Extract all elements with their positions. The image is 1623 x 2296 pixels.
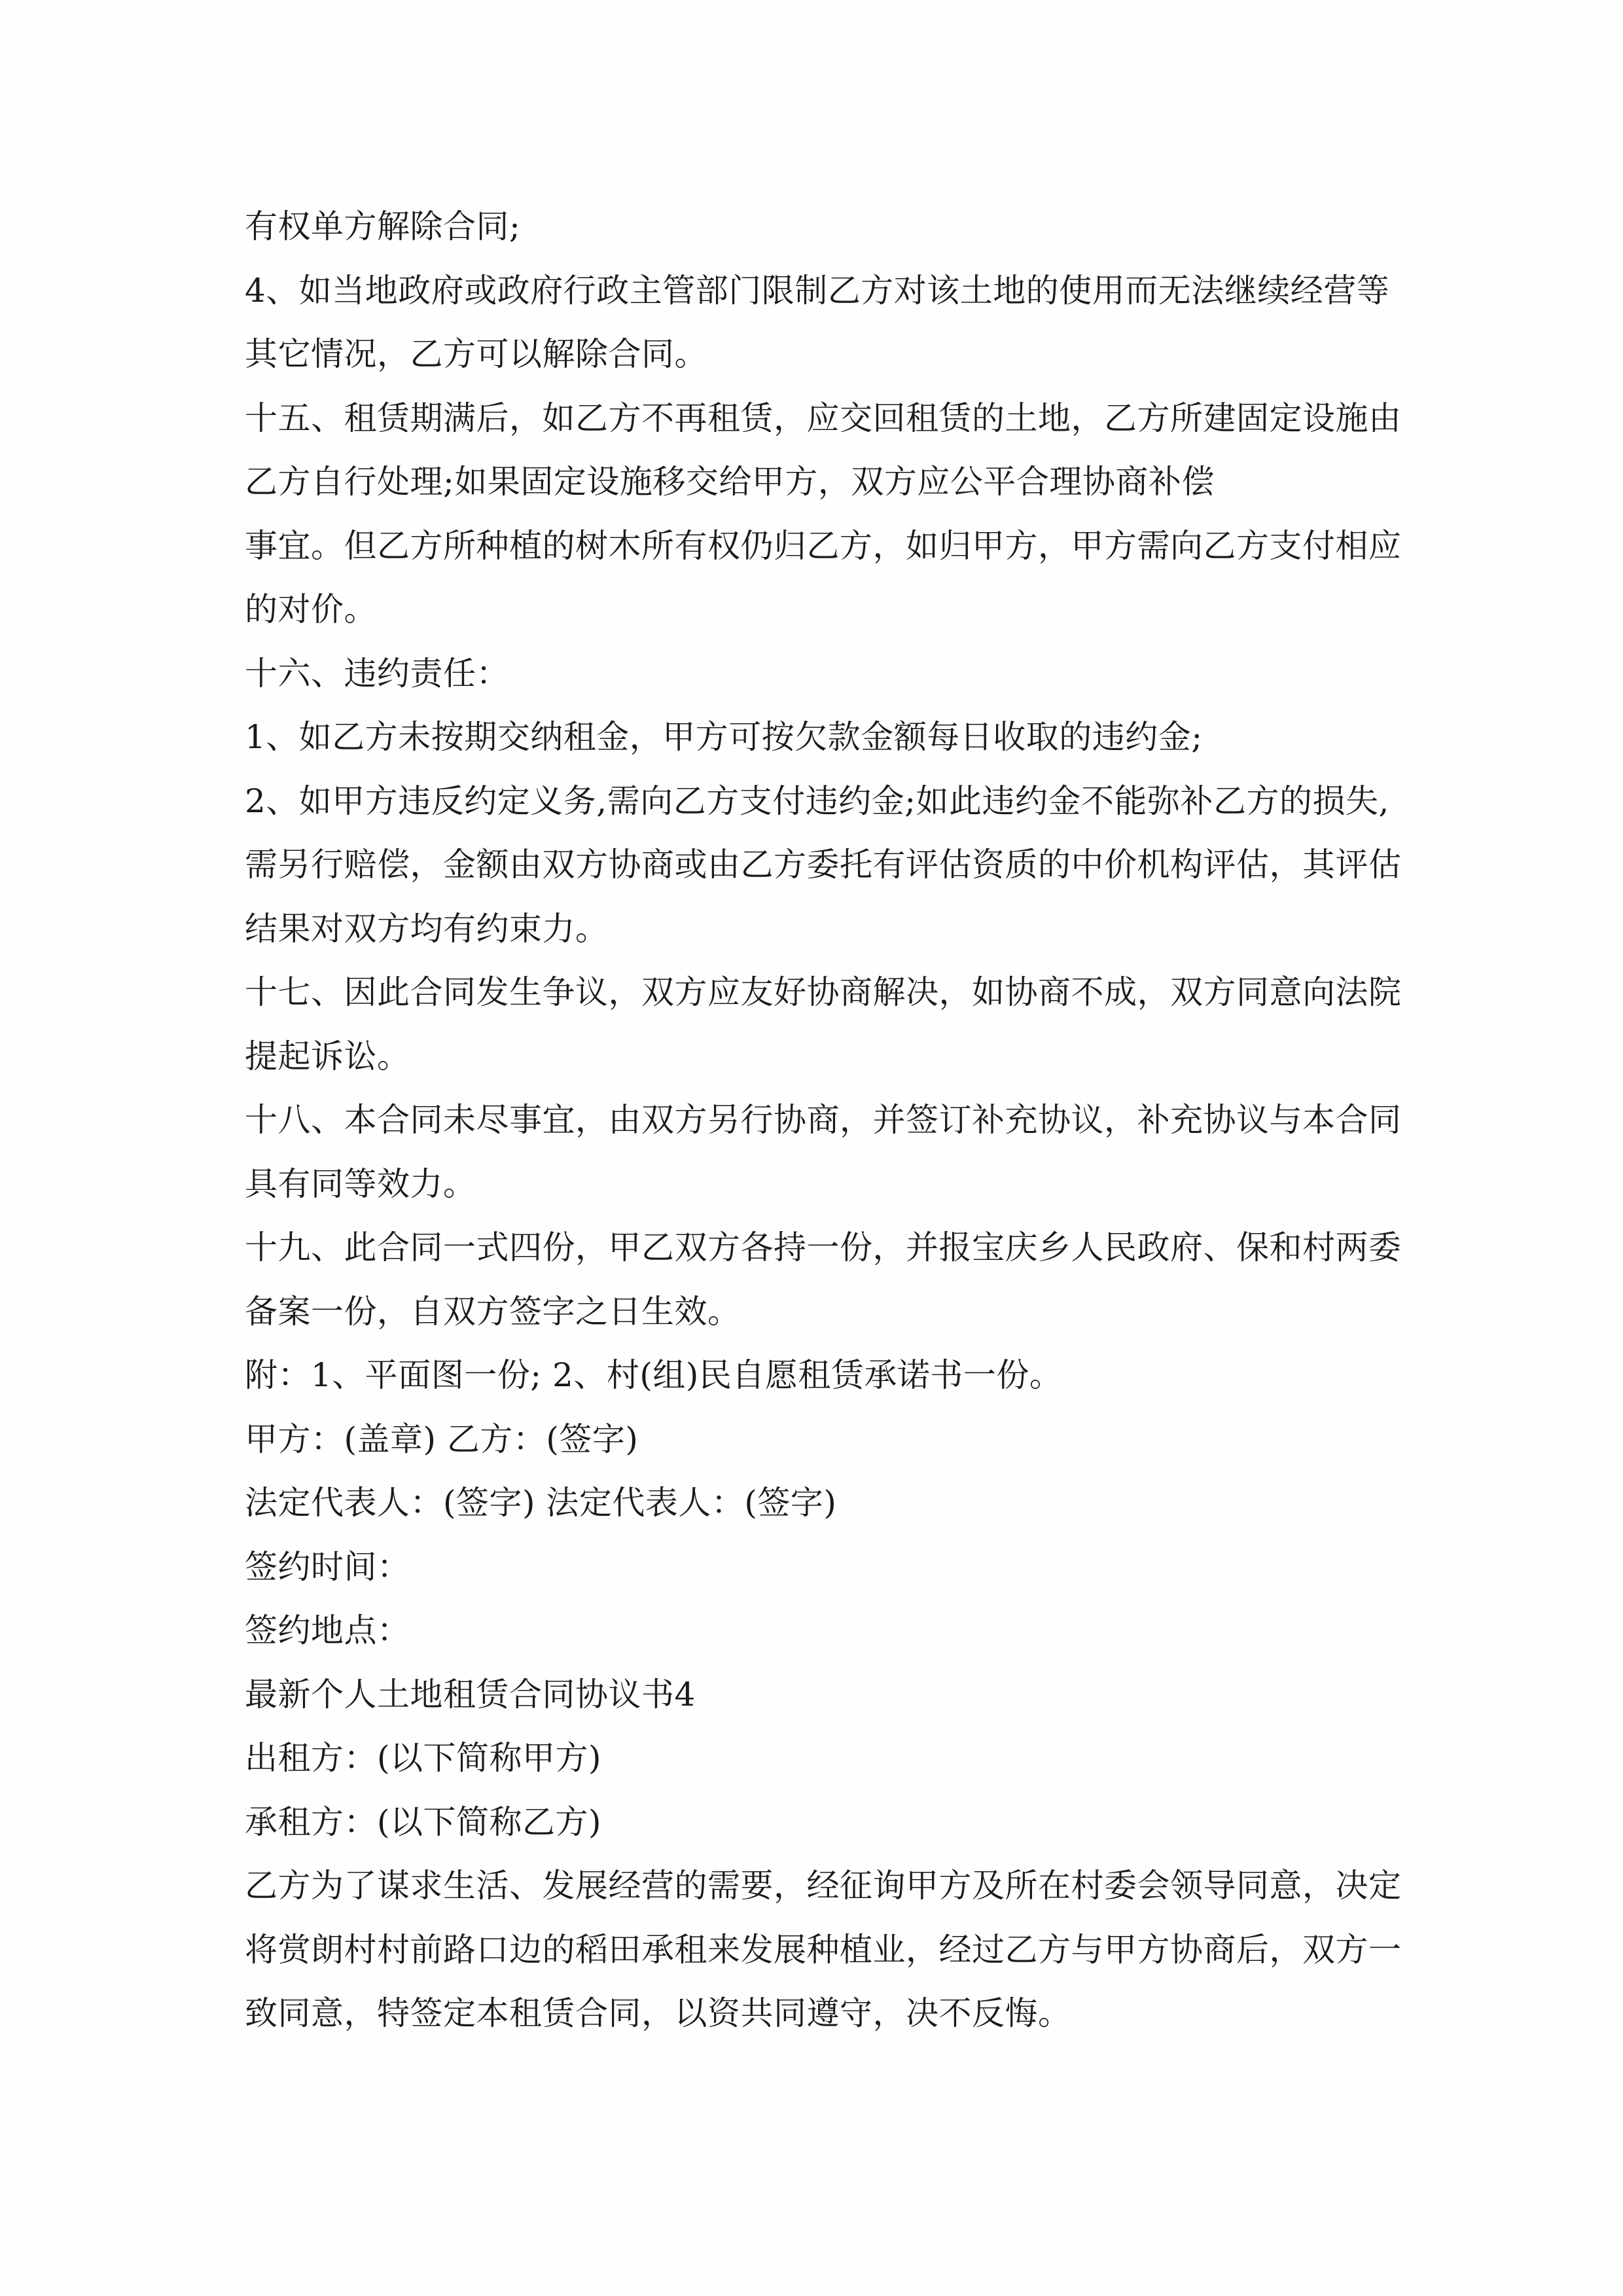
text-line: 提起诉讼。 [245, 1037, 410, 1075]
text-line: 需另行赔偿，金额由双方协商或由乙方委托有评估资质的中价机构评估，其评估 [245, 846, 1402, 884]
text-line: 乙方自行处理;如果固定设施移交给甲方，双方应公平合理协商补偿 [245, 463, 1215, 501]
text-line: 十八、本合同未尽事宜，由双方另行协商，并签订补充协议，补充协议与本合同 [245, 1101, 1402, 1139]
text-line: 结果对双方均有约束力。 [245, 909, 609, 948]
text-line: 备案一份，自双方签字之日生效。 [245, 1292, 741, 1331]
text-line: 十九、此合同一式四份，甲乙双方各持一份，并报宝庆乡人民政府、保和村两委 [245, 1229, 1402, 1266]
text-line: 出租方：(以下简称甲方) [245, 1739, 602, 1777]
text-line: 承租方：(以下简称乙方) [245, 1803, 602, 1841]
text-line: 甲方：(盖章) 乙方：(签字) [245, 1420, 639, 1458]
text-line: 4、如当地政府或政府行政主管部门限制乙方对该土地的使用而无法继续经营等 [245, 271, 1390, 310]
text-line: 十六、违约责任： [245, 654, 509, 692]
text-line: 签约地点： [245, 1611, 410, 1649]
text-line: 其它情况，乙方可以解除合同。 [245, 335, 707, 373]
section-heading: 最新个人土地租赁合同协议书4 [245, 1675, 696, 1713]
text-line: 十七、因此合同发生争议，双方应友好协商解决，如协商不成，双方同意向法院 [245, 973, 1402, 1011]
contract-body [245, 195, 1402, 2046]
text-line: 法定代表人：(签字) 法定代表人：(签字) [245, 1484, 837, 1522]
text-line: 具有同等效力。 [245, 1164, 476, 1203]
text-line: 附：1、平面图一份; 2、村(组)民自愿租赁承诺书一份。 [245, 1356, 1063, 1394]
text-line: 的对价。 [245, 590, 377, 628]
text-line: 有权单方解除合同; [245, 207, 521, 245]
text-line: 致同意，特签定本租赁合同，以资共同遵守，决不反悔。 [245, 1994, 1071, 2032]
text-line: 事宜。但乙方所种植的树木所有权仍归乙方，如归甲方，甲方需向乙方支付相应 [245, 526, 1402, 565]
text-line: 将赏朗村村前路口边的稻田承租来发展种植业，经过乙方与甲方协商后，双方一 [245, 1930, 1402, 1969]
text-line: 1、如乙方未按期交纳租金，甲方可按欠款金额每日收取的违约金; [245, 718, 1203, 756]
text-line: 2、如甲方违反约定义务,需向乙方支付违约金;如此违约金不能弥补乙方的损失, [245, 781, 1389, 820]
text-line: 十五、租赁期满后，如乙方不再租赁，应交回租赁的土地，乙方所建固定设施由 [245, 399, 1402, 437]
text-line: 签约时间： [245, 1547, 410, 1586]
text-line: 乙方为了谋求生活、发展经营的需要，经征询甲方及所在村委会领导同意，决定 [245, 1867, 1402, 1905]
